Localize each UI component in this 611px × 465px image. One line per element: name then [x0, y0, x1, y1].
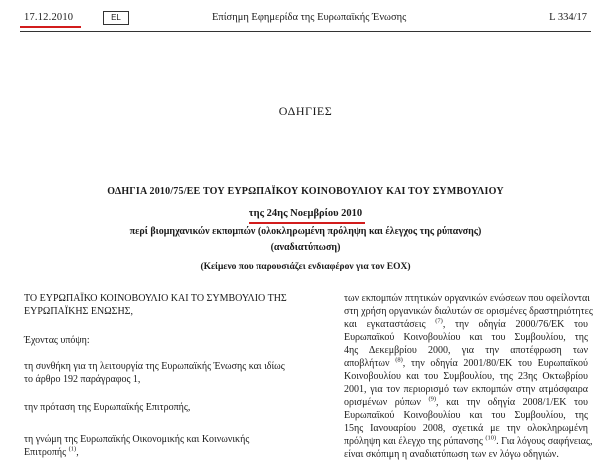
committee-opinion-end: , — [76, 447, 79, 458]
recital-line — [344, 357, 588, 370]
header-rule — [20, 31, 591, 32]
directive-date: της 24ης Νοεμβρίου 2010 — [248, 208, 363, 219]
footnote-ref-10: (10) — [485, 434, 497, 442]
recital-line: 15ης Ιανουαρίου 2008, σχετικά με την ολοκληρωμένη — [344, 423, 588, 434]
section-title: ΟΔΗΓΙΕΣ — [278, 104, 333, 118]
recital-text: , την οδηγία 2000/76/ΕΚ του — [442, 319, 588, 330]
recital-line — [344, 434, 593, 448]
recital-line: 4ης Δεκεμβρίου 2000, για την αποτέφρωση των — [344, 345, 588, 356]
recital-text: ορισμένων ρύπων — [344, 397, 429, 408]
recital-text: αποβλήτων — [344, 358, 396, 369]
recital-text: . Για λόγους σαφήνειας, — [496, 436, 593, 447]
footnote-ref-8: (8) — [395, 356, 403, 364]
language-code-box: EL — [103, 11, 129, 25]
recital-text: , και την οδηγία 2008/1/ΕΚ του — [436, 397, 589, 408]
date-red-underline — [20, 26, 81, 28]
recital-line: των εκπομπών πτητικών οργανικών ενώσεων που οφείλονται — [344, 293, 590, 304]
publication-date: 17.12.2010 — [24, 12, 74, 23]
footnote-ref-9: (9) — [428, 395, 437, 403]
preamble-having-regard: Έχοντας υπόψη: — [24, 335, 90, 346]
recital-line — [344, 396, 588, 409]
recital-line: Κοινοβουλίου και του Συμβουλίου, της 23ης Οκτωβρίου — [344, 371, 588, 382]
directive-title: ΟΔΗΓΙΑ 2010/75/ΕΕ ΤΟΥ ΕΥΡΩΠΑΪΚΟΥ ΚΟΙΝΟΒΟΥΛΙΟΥ ΚΑΙ ΤΟΥ ΣΥΜΒΟΥΛΙΟΥ — [107, 186, 504, 197]
recital-text: , την οδηγία 2001/80/ΕΚ του Ευρωπαϊκού — [402, 358, 589, 369]
committee-opinion-text: τη γνώμη της Ευρωπαϊκής Οικονομικής και Κοινωνικής Επιτροπής — [24, 434, 250, 458]
page-reference: L 334/17 — [549, 12, 587, 23]
recital-line: 2001, για τον περιορισμό των εκπομπών στην ατμόσφαιρα — [344, 384, 588, 395]
right-column — [344, 292, 593, 461]
recital-line: Ευρωπαϊκού Κοινοβουλίου και του Συμβουλίου, της — [344, 332, 588, 343]
preamble-committee-opinion — [24, 433, 292, 459]
eea-relevance-note: (Κείμενο που παρουσιάζει ενδιαφέρον για τον ΕΟΧ) — [200, 262, 411, 272]
directive-subject: περί βιομηχανικών εκπομπών (ολοκληρωμένη πρόληψη και έλεγχος της ρύπανσης) — [129, 226, 482, 237]
recital-line: στη χρήση οργανικών διαλυτών σε ορισμένες δραστηριότητες — [344, 306, 593, 317]
directive-recast-note: (αναδιατύπωση) — [270, 242, 341, 253]
preamble-parties: ΤΟ ΕΥΡΩΠΑΪΚΟ ΚΟΙΝΟΒΟΥΛΙΟ ΚΑΙ ΤΟ ΣΥΜΒΟΥΛΙΟ ΤΗΣ ΕΥΡΩΠΑΪΚΗΣ ΕΝΩΣΗΣ, — [24, 293, 287, 317]
footnote-ref-7: (7) — [435, 317, 443, 325]
journal-header — [0, 0, 611, 30]
recital-text: και εγκαταστάσεις — [344, 319, 436, 330]
recital-line — [344, 318, 588, 331]
recital-text: πρόληψη και έλεγχο της ρύπανσης — [344, 436, 486, 447]
footnote-ref-1: (1) — [68, 445, 77, 453]
preamble-commission-proposal: την πρόταση της Ευρωπαϊκής Επιτροπής, — [24, 402, 191, 413]
journal-name: Επίσημη Εφημερίδα της Ευρωπαϊκής Ένωσης — [212, 12, 407, 23]
directive-date-red-underline — [249, 222, 365, 224]
preamble-treaty: τη συνθήκη για τη λειτουργία της Ευρωπαϊκής Ένωσης και ιδίως το άρθρο 192 παράγραφος 1, — [24, 361, 285, 385]
recital-line: είναι σκόπιμη η αναδιατύπωση των εν λόγω οδηγιών. — [344, 449, 559, 460]
recital-line: Ευρωπαϊκού Κοινοβουλίου και του Συμβουλίου, της — [344, 410, 588, 421]
